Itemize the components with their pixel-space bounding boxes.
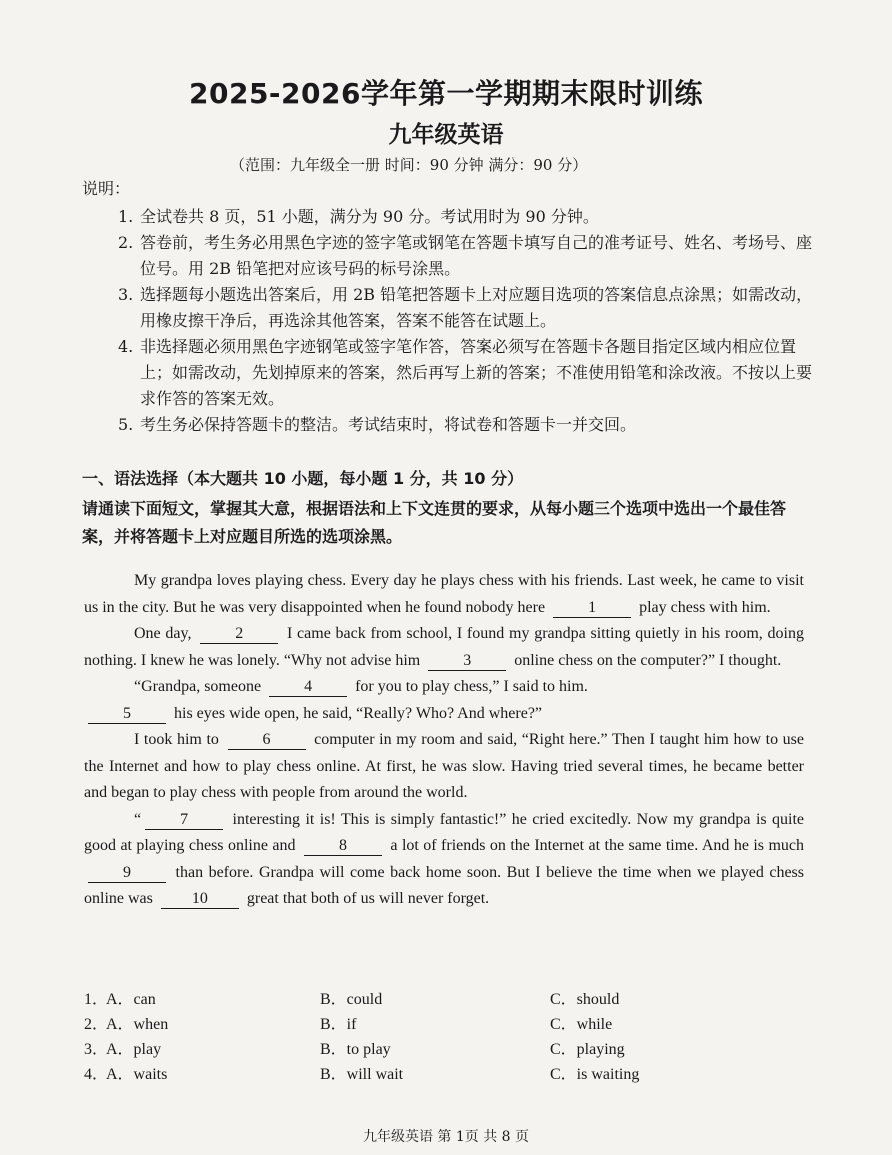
answer-blank: 4 [269, 678, 347, 697]
passage-text: his eyes wide open, he said, “Really? Who? And where?” [174, 704, 543, 722]
passage-paragraph [84, 807, 804, 913]
notes-label: 说明： [82, 179, 131, 198]
answer-blank: 3 [428, 652, 506, 671]
note-text: 答卷前，考生务必用黑色字迹的签字笔或钢笔在答题卡填写自己的准考证号、姓名、考场号、座位号。用 2B 铅笔把对应该号码的标号涂黑。 [140, 233, 813, 278]
note-text: 非选择题必须用黑色字迹钢笔或签字笔作答，答案必须写在答题卡各题目指定区域内相应位置上；如需改动，先划掉原来的答案，然后再写上新的答案；不准使用铅笔和涂改液。不按以上要求作答的答案无效。 [140, 337, 813, 408]
note-item [118, 282, 818, 334]
option-a: A．waits [106, 1066, 168, 1083]
passage-text: I came back from school, I found my grandpa sitting quietly in his room, doing nothing. I knew he was lonely. “Why not advise him [84, 625, 805, 669]
note-text: 考生务必保持答题卡的整洁。考试结束时，将试卷和答题卡一并交回。 [140, 415, 637, 434]
option-row [84, 1036, 804, 1061]
question-number: 1． [84, 991, 109, 1008]
note-number: 4. [118, 337, 134, 356]
passage-paragraph [84, 727, 804, 807]
option-b: B．to play [320, 1041, 391, 1058]
passage-text: computer in my room and said, “Right here.” Then I taught him how to use the Internet and how to play chess online. At first, he was slow. Having tried several times, he became better and began to play chess with people from around the world. [84, 731, 805, 801]
note-number: 5. [118, 415, 134, 434]
passage-text: One day, [134, 625, 192, 642]
notes-list [118, 204, 818, 438]
option-a: A．can [106, 991, 156, 1008]
option-c: C．is waiting [550, 1066, 640, 1083]
option-c: C．playing [550, 1041, 625, 1058]
exam-subtitle: 九年级英语 [388, 122, 504, 148]
passage-text: “Grandpa, someone [134, 678, 262, 695]
question-number: 2． [84, 1016, 109, 1033]
note-number: 2. [118, 233, 134, 252]
option-c: C．should [550, 991, 620, 1008]
answer-blank: 5 [88, 705, 166, 724]
passage-text: play chess with him. [639, 598, 771, 616]
reading-passage [84, 568, 804, 913]
answer-blank: 6 [228, 731, 306, 750]
option-row [84, 1011, 804, 1036]
passage-paragraph [84, 568, 804, 621]
passage-text: “ [134, 810, 142, 828]
passage-text: than before. Grandpa will come back home soon. But I believe the time when we played chess online was [84, 863, 805, 907]
answer-blank: 10 [161, 890, 239, 909]
option-row [84, 986, 804, 1011]
option-c: C．while [550, 1016, 613, 1033]
option-b: B．could [320, 991, 383, 1008]
passage-text: I took him to [134, 731, 219, 748]
page-footer: 九年级英语 第 1页 共 8 页 [362, 1129, 530, 1145]
note-text: 全试卷共 8 页，51 小题，满分为 90 分。考试用时为 90 分钟。 [140, 207, 599, 226]
passage-text: online chess on the computer?” I thought. [514, 651, 782, 669]
answer-blank: 2 [200, 625, 278, 644]
passage-text: My grandpa loves playing chess. Every day he plays chess with his friends. Last week, he came to visit us in the city. But he was very disappointed when he found nobody here [84, 572, 804, 616]
section-instruction: 请通读下面短文，掌握其大意，根据语法和上下文连贯的要求，从每小题三个选项中选出一个最佳答案，并将答题卡上对应题目所选的选项涂黑。 [82, 499, 787, 546]
question-number: 3． [84, 1041, 109, 1058]
note-number: 3. [118, 285, 134, 304]
note-item [118, 230, 818, 282]
passage-paragraph [84, 701, 804, 728]
exam-title: 2025-2026学年第一学期期末限时训练 [189, 77, 703, 110]
question-number: 4． [84, 1066, 109, 1083]
answer-blank: 7 [145, 811, 223, 830]
option-b: B．will wait [320, 1066, 404, 1083]
passage-text: a lot of friends on the Internet at the same time. And he is much [390, 837, 805, 854]
option-row [84, 1061, 804, 1086]
passage-text: great that both of us will never forget. [246, 890, 490, 907]
note-number: 1. [118, 207, 134, 226]
option-a: A．play [106, 1041, 162, 1058]
answer-options [84, 986, 804, 1086]
answer-blank: 1 [553, 599, 631, 618]
passage-paragraph [84, 674, 804, 701]
answer-blank: 9 [88, 864, 166, 883]
note-item [118, 412, 818, 438]
note-item [118, 334, 818, 412]
passage-paragraph [84, 621, 804, 674]
passage-text: for you to play chess,” I said to him. [355, 678, 588, 695]
passage-text: interesting it is! This is simply fantastic!” he cried excitedly. Now my grandpa is quite good at playing chess online and [84, 810, 805, 854]
note-text: 选择题每小题选出答案后，用 2B 铅笔把答题卡上对应题目选项的答案信息点涂黑；如需改动，用橡皮擦干净后，再选涂其他答案，答案不能答在试题上。 [140, 285, 813, 330]
answer-blank: 8 [304, 837, 382, 856]
option-a: A．when [106, 1016, 169, 1033]
section-heading: 一、语法选择（本大题共 10 小题，每小题 1 分，共 10 分） [82, 469, 524, 488]
exam-scope: （范围：九年级全一册 时间：90 分钟 满分：90 分） [230, 156, 588, 174]
option-b: B．if [320, 1016, 357, 1033]
note-item [118, 204, 818, 230]
